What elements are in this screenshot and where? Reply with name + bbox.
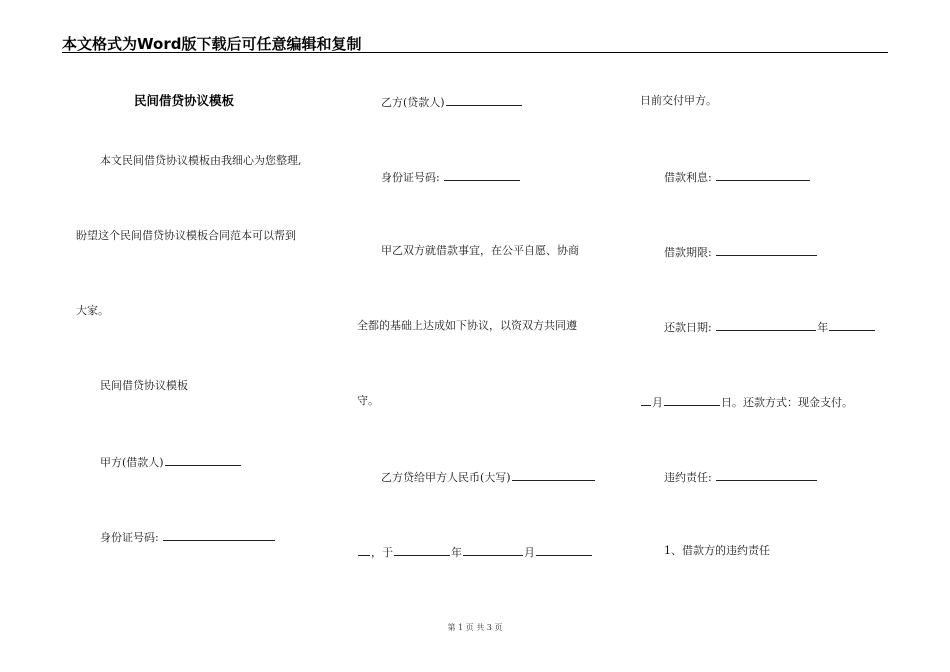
repay-month-blank[interactable] [829,319,875,331]
document-header: 本文格式为Word版下载后可任意编辑和复制 [62,35,362,53]
document-title: 民间借贷协议模板 [134,93,235,108]
agreement-para-line-2: 全都的基础上达成如下协议，以资双方共同遵 [357,319,577,332]
term-label: 借款期限: [664,246,712,259]
repay-date-line [664,319,876,335]
agreement-para-line-1: 甲乙双方就借款事宜，在公平自愿、协商 [381,244,579,257]
intro-line-3: 大家。 [76,304,109,317]
repay-method-text: 日。还款方式：现金支付。 [721,396,853,409]
loan-amount-blank[interactable] [512,469,595,481]
id-b-label: 身份证号码: [381,171,440,184]
loan-year-blank[interactable] [394,544,450,556]
interest-line [664,169,811,185]
party-a-line [100,454,242,470]
party-b-blank[interactable] [446,94,522,106]
liability-item-1: 1、借款方的违约责任 [664,544,770,557]
id-b-line [381,169,521,185]
party-b-line [381,94,523,110]
liability-blank[interactable] [716,469,817,481]
repay-day-blank[interactable] [664,394,720,406]
page-number: 第 1 页 共 3 页 [447,623,503,632]
year-label: 年 [451,546,462,559]
party-a-blank[interactable] [165,454,241,466]
repay-month-label: 月 [652,396,663,409]
party-a-label: 甲方(借款人) [100,456,164,469]
term-line [664,244,818,260]
loan-amount-line [381,469,596,485]
term-blank[interactable] [716,244,817,256]
subsection-title: 民间借贷协议模板 [100,379,188,392]
party-b-label: 乙方(贷款人) [381,96,445,109]
id-a-label: 身份证号码: [100,531,159,544]
date-prefix: ，于 [371,546,393,559]
header-rule [62,52,888,53]
loan-day-blank[interactable] [536,544,592,556]
repay-month-end-blank[interactable] [641,394,651,406]
loan-amount-label: 乙方贷给甲方人民币(大写) [381,471,511,484]
intro-line-1: 本文民间借贷协议模板由我细心为您整理, [100,154,302,167]
liability-line [664,469,818,485]
loan-date-line [357,544,593,560]
delivery-line: 日前交付甲方。 [640,94,717,107]
repay-method-line [640,394,853,410]
repay-year-blank[interactable] [716,319,816,331]
repay-year-label: 年 [817,321,829,334]
repay-date-label: 还款日期: [664,321,712,334]
amount-end-blank[interactable] [358,544,370,556]
id-a-blank[interactable] [163,529,275,541]
id-b-blank[interactable] [444,169,520,181]
loan-month-blank[interactable] [463,544,523,556]
liability-label: 违约责任: [664,471,712,484]
intro-line-2: 盼望这个民间借贷协议模板合同范本可以帮到 [76,229,296,242]
interest-blank[interactable] [716,169,810,181]
month-label: 月 [524,546,535,559]
id-a-line [100,529,276,545]
agreement-para-line-3: 守。 [357,394,379,407]
interest-label: 借款利息: [664,171,712,184]
